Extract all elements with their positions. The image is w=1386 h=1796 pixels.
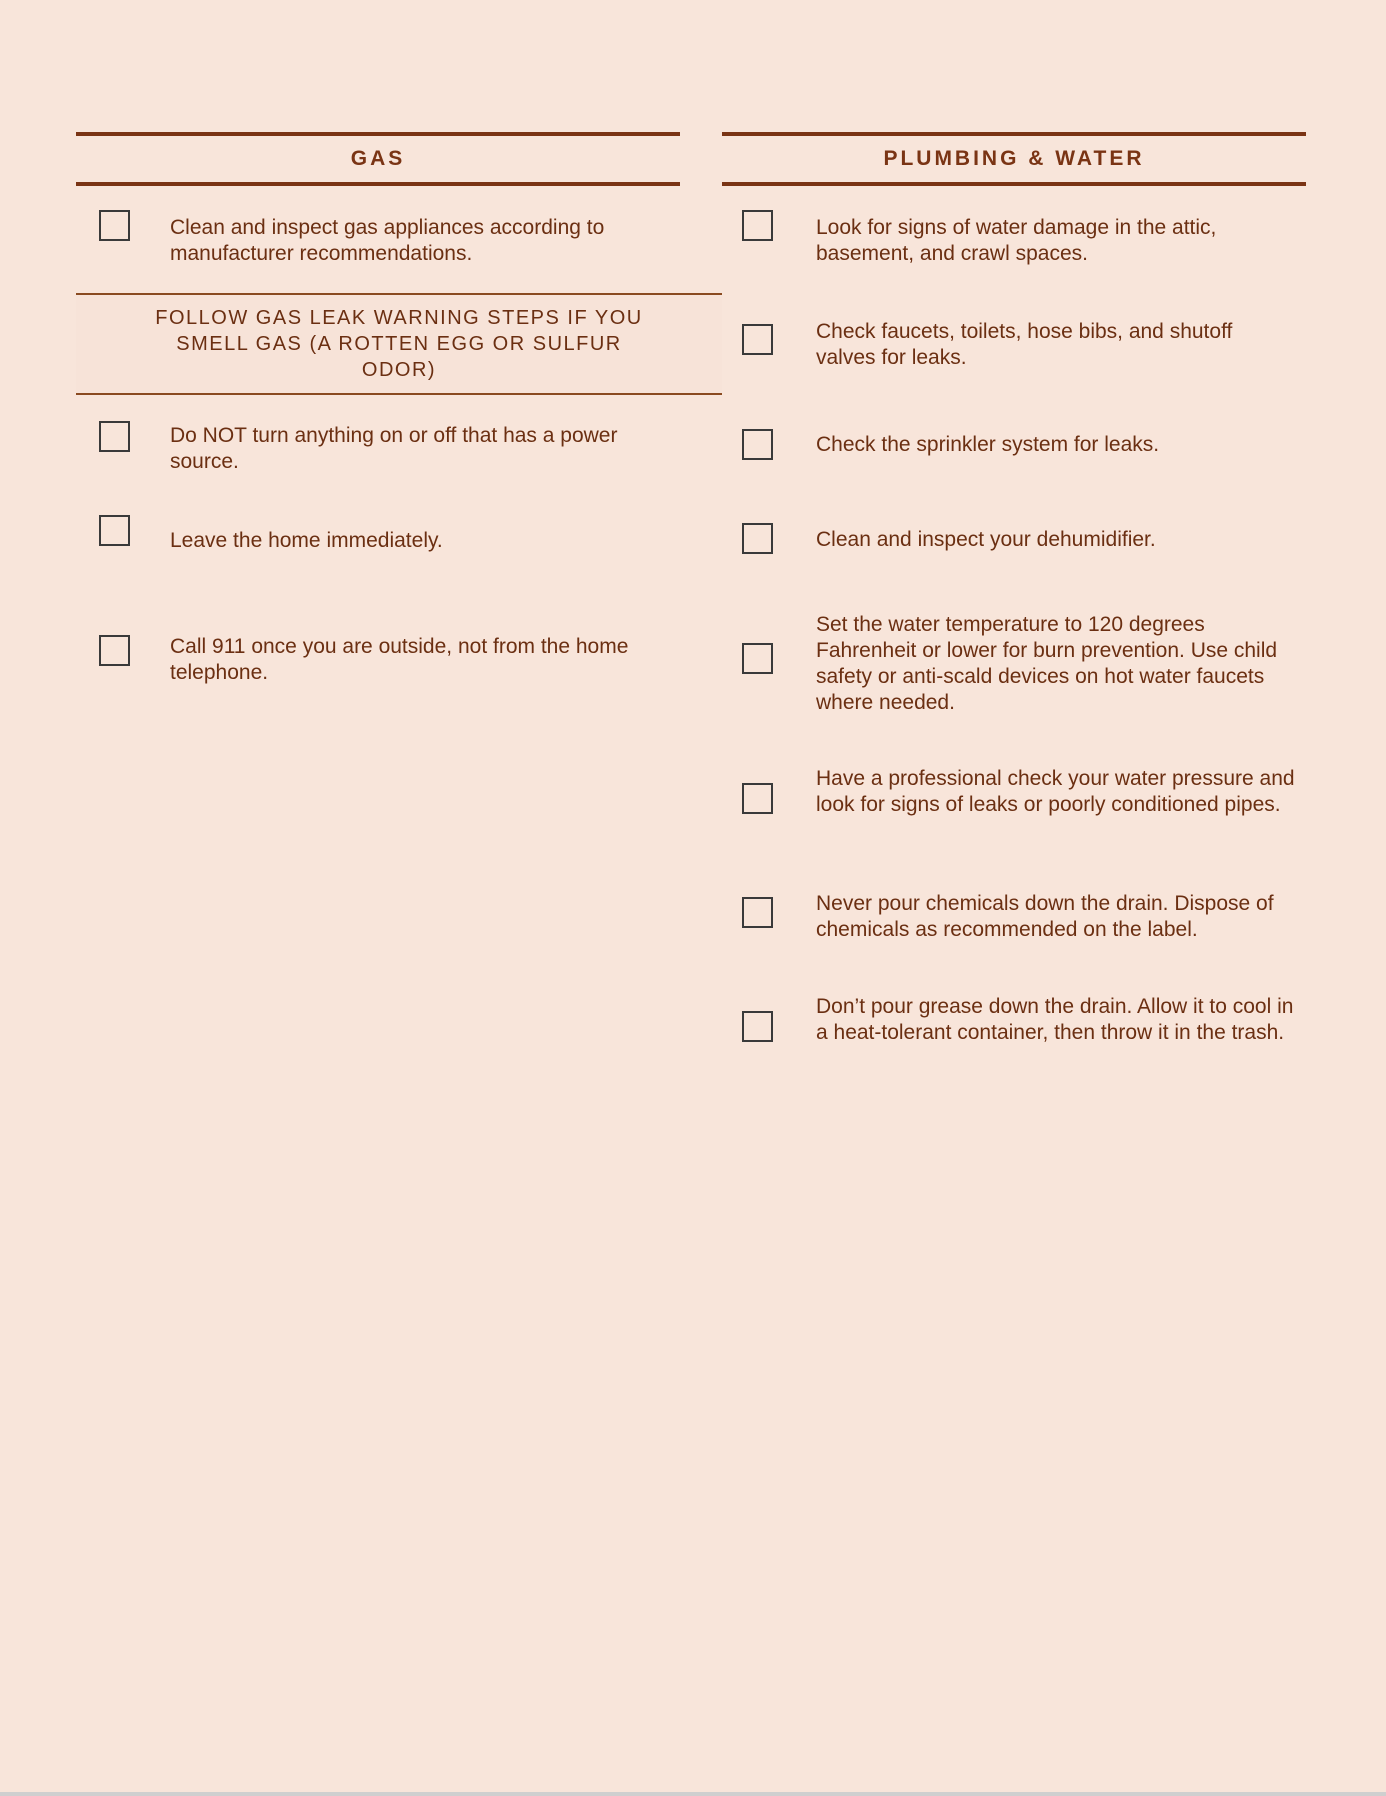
bottom-edge bbox=[0, 1792, 1386, 1796]
item-text: Leave the home immediately. bbox=[170, 529, 443, 552]
gas-leak-warning-box bbox=[76, 293, 722, 395]
plumbing-water-header: PLUMBING & WATER bbox=[722, 132, 1306, 186]
gas-header: GAS bbox=[76, 132, 680, 186]
item-text: Never pour chemicals down the drain. Dispose of chemicals as recommended on the label. bbox=[816, 892, 1274, 941]
plumbing-water-column bbox=[722, 132, 1306, 1044]
checkbox[interactable] bbox=[742, 1011, 773, 1042]
item-text: Clean and inspect gas appliances according to manufacturer recommendations. bbox=[170, 216, 605, 265]
checkbox[interactable] bbox=[99, 635, 130, 666]
item-text: Call 911 once you are outside, not from the home telephone. bbox=[170, 635, 629, 684]
checkbox[interactable] bbox=[742, 643, 773, 674]
item-text: Check faucets, toilets, hose bibs, and shutoff valves for leaks. bbox=[816, 320, 1233, 369]
item-text: Look for signs of water damage in the attic, basement, and crawl spaces. bbox=[816, 216, 1217, 265]
gas-column bbox=[76, 132, 722, 684]
checkbox[interactable] bbox=[742, 897, 773, 928]
item-text: Set the water temperature to 120 degrees Fahrenheit or lower for burn prevention. Use child safety or anti-scald devices on hot water faucets where needed. bbox=[816, 613, 1278, 714]
checkbox[interactable] bbox=[742, 783, 773, 814]
checkbox[interactable] bbox=[99, 515, 130, 546]
checkbox[interactable] bbox=[99, 210, 130, 241]
gas-leak-warning-text: FOLLOW GAS LEAK WARNING STEPS IF YOU SMELL GAS (A ROTTEN EGG OR SULFUR ODOR) bbox=[155, 307, 643, 381]
checkbox[interactable] bbox=[742, 429, 773, 460]
item-text: Check the sprinkler system for leaks. bbox=[816, 433, 1160, 456]
checkbox[interactable] bbox=[742, 523, 773, 554]
checkbox[interactable] bbox=[99, 421, 130, 452]
item-text: Don’t pour grease down the drain. Allow it to cool in a heat-tolerant container, then throw it in the trash. bbox=[816, 995, 1294, 1044]
checkbox[interactable] bbox=[742, 324, 773, 355]
item-text: Have a professional check your water pressure and look for signs of leaks or poorly conditioned pipes. bbox=[816, 767, 1295, 816]
item-text: Clean and inspect your dehumidifier. bbox=[816, 528, 1156, 551]
checkbox[interactable] bbox=[742, 210, 773, 241]
item-text: Do NOT turn anything on or off that has a power source. bbox=[170, 424, 618, 473]
